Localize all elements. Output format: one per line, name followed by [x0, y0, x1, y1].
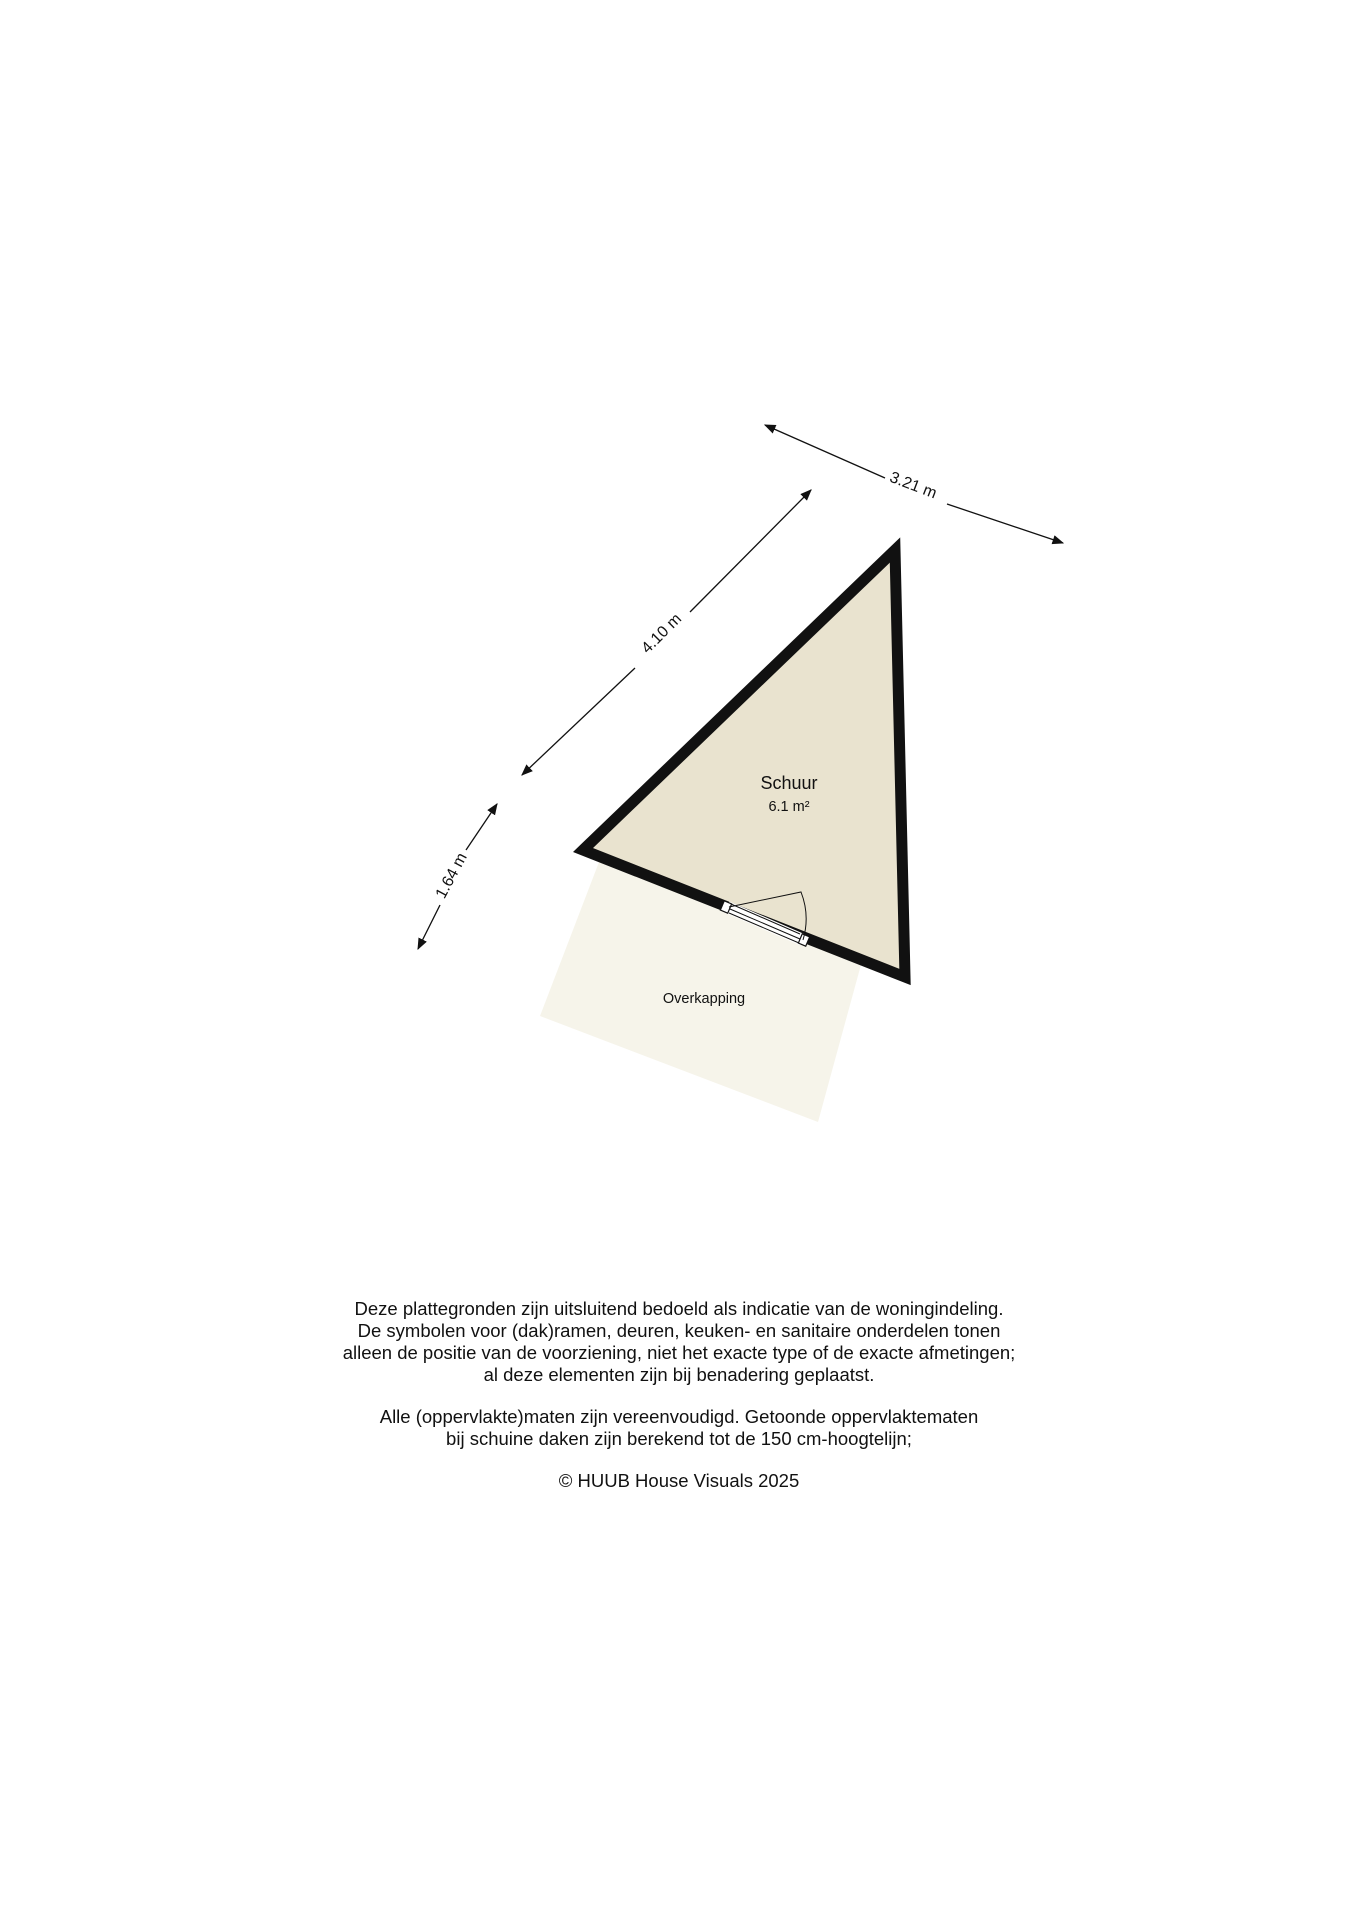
disclaimer-line: alleen de positie van de voorziening, niet het exacte type of de exacte afmetingen;: [342, 1342, 1016, 1363]
dimension-left-long-label: 4.10 m: [638, 610, 686, 658]
disclaimer-line: Deze plattegronden zijn uitsluitend bedoeld als indicatie van de woningindeling.: [354, 1298, 1004, 1319]
disclaimer-line: bij schuine daken zijn berekend tot de 150 cm-hoogtelijn;: [446, 1428, 912, 1449]
overkapping-label: Overkapping: [662, 991, 746, 1007]
dimension-top: [765, 425, 1063, 543]
dimension-left-short: [418, 804, 497, 949]
copyright: © HUUB House Visuals 2025: [558, 1470, 800, 1491]
disclaimer: [0, 1298, 1358, 1492]
dimension-top-label: 3.21 m: [887, 469, 939, 503]
schuur-area: 6.1 m²: [768, 799, 810, 815]
dimension-top-line: [765, 425, 885, 478]
dimension-left-short-label: 1.64 m: [432, 850, 471, 902]
disclaimer-line: Alle (oppervlakte)maten zijn vereenvoudigd. Getoonde oppervlaktematen: [379, 1406, 979, 1427]
dimension-left-long-line: [690, 490, 811, 612]
disclaimer-line: al deze elementen zijn bij benadering geplaatst.: [483, 1364, 875, 1385]
dimension-left-short-line: [466, 804, 497, 850]
schuur-label: Schuur: [760, 773, 818, 793]
disclaimer-line: De symbolen voor (dak)ramen, deuren, keuken- en sanitaire onderdelen tonen: [357, 1320, 1001, 1341]
